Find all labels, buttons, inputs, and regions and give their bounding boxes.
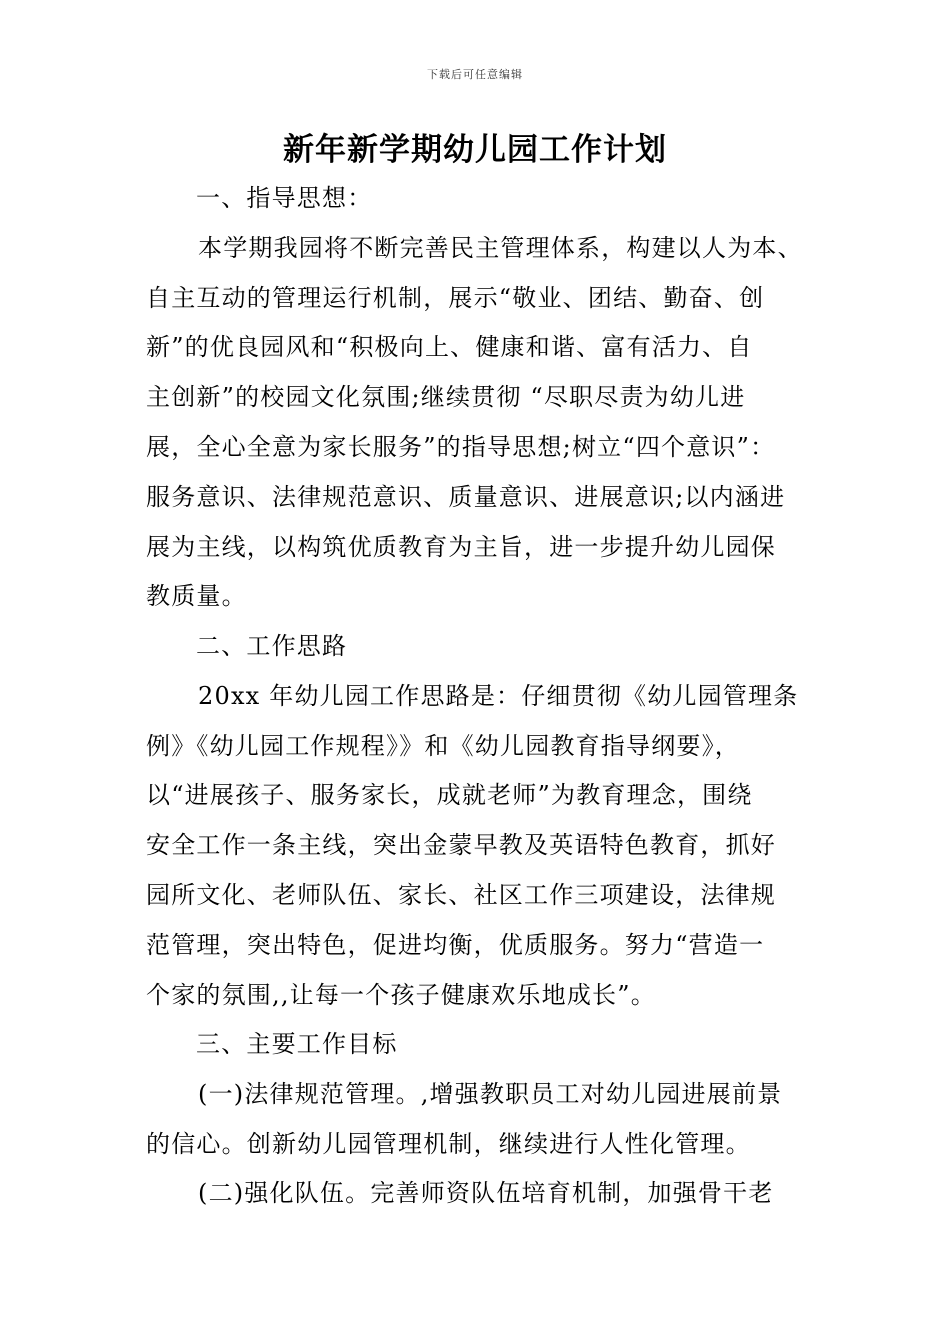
paragraph-line: 的信心。创新幼儿园管理机制，继续进行人性化管理。	[146, 1129, 751, 1158]
header-note: 下载后可任意编辑	[427, 68, 523, 81]
section-heading: 二、工作思路	[196, 632, 348, 660]
paragraph-line: 服务意识、法律规范意识、质量意识、进展意识;以内涵进	[146, 482, 786, 511]
section-heading: 三、主要工作目标	[196, 1030, 398, 1058]
goal-item	[146, 1169, 836, 1219]
paragraph-line: 范管理，突出特色，促进均衡，优质服务。努力“营造一	[146, 930, 765, 959]
goal-item	[146, 1070, 836, 1170]
paragraph-line: (二)强化队伍。完善师资队伍培育机制，加强骨干老	[198, 1179, 774, 1208]
paragraph-line: 20xx 年幼儿园工作思路是：仔细贯彻《幼儿园管理条	[198, 681, 799, 710]
paragraph-line: 新”的优良园风和“积极向上、健康和谐、富有活力、自	[146, 333, 753, 362]
section-main-goals	[146, 1020, 836, 1219]
paragraph-line: 本学期我园将不断完善民主管理体系，构建以人为本、	[198, 233, 803, 262]
section-paragraph	[146, 672, 836, 1021]
section-guiding-thought	[146, 174, 836, 622]
section-heading: 一、指导思想：	[196, 184, 373, 212]
paragraph-line: 教质量。	[146, 582, 247, 611]
paragraph-line: 安全工作一条主线，突出金蒙早教及英语特色教育，抓好	[146, 831, 776, 860]
section-work-approach	[146, 622, 836, 1020]
section-paragraph	[146, 224, 836, 622]
paragraph-line: 展为主线，以构筑优质教育为主旨，进一步提升幼儿园保	[146, 532, 776, 561]
page-title: 新年新学期幼儿园工作计划	[283, 132, 667, 168]
paragraph-line: 展，全心全意为家长服务”的指导思想;树立“四个意识”：	[146, 432, 776, 461]
paragraph-line: 例》《幼儿园工作规程》》和《幼儿园教育指导纲要》，	[146, 731, 740, 760]
paragraph-line: 自主互动的管理运行机制，展示“敬业、团结、勤奋、创	[146, 283, 765, 312]
paragraph-line: 主创新”的校园文化氛围;继续贯彻 “尽职尽责为幼儿进	[146, 383, 746, 412]
paragraph-line: 个家的氛围,,让每一个孩子健康欢乐地成长”。	[146, 980, 656, 1009]
paragraph-line: (一)法律规范管理。,增强教职员工对幼儿园进展前景	[198, 1079, 783, 1108]
paragraph-line: 园所文化、老师队伍、家长、社区工作三项建设，法律规	[146, 880, 776, 909]
paragraph-line: 以“进展孩子、服务家长，成就老师”为教育理念，围绕	[146, 781, 753, 810]
